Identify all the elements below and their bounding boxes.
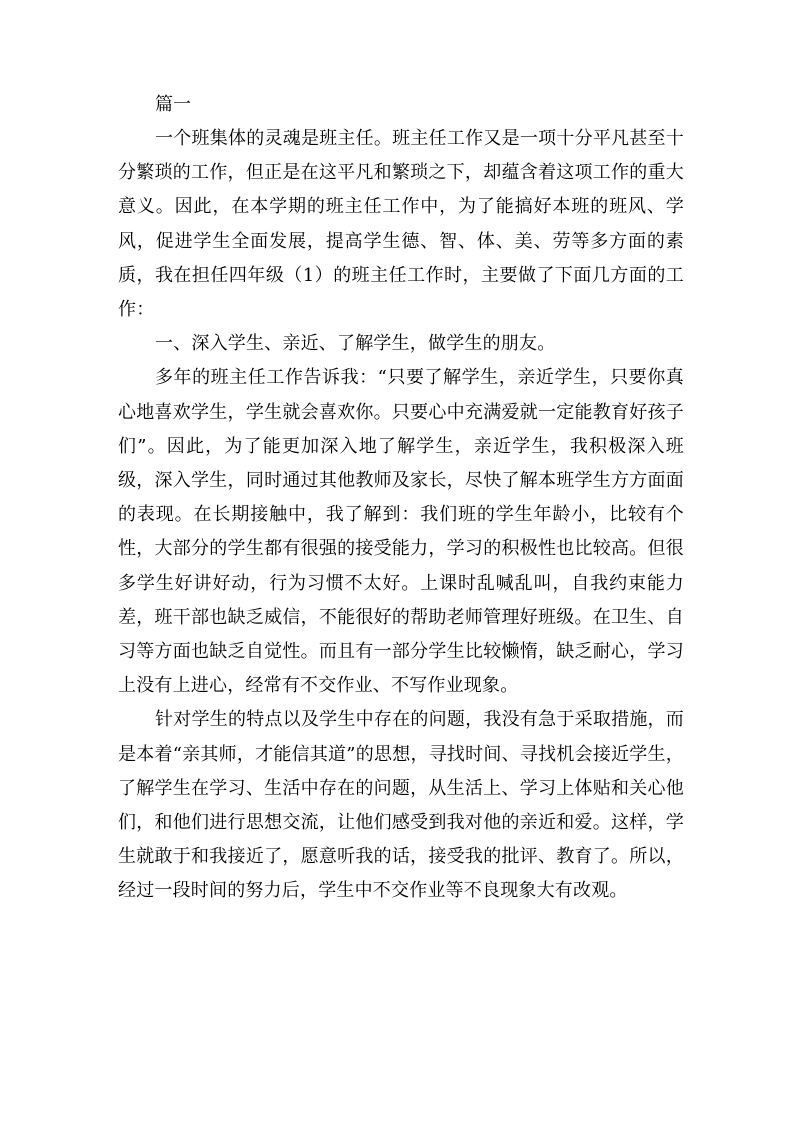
document-page xyxy=(118,88,684,909)
section-heading: 篇一 xyxy=(155,94,191,115)
paragraph-point-one-title: 一、深入学生、亲近、了解学生，做学生的朋友。 xyxy=(155,333,556,355)
paragraph-intro: 一个班集体的灵魂是班主任。班主任工作又是一项十分平凡甚至十分繁琐的工作，但正是在这平凡和繁琐之下，却蕴含着这项工作的重大意义。因此，在本学期的班主任工作中，为了能搞好本班的班风、学风，促进学生全面发展，提高学生德、智、体、美、劳等多方面的素质，我在担任四年级（1）的班主任工作时，主要做了下面几方面的工作： xyxy=(118,128,684,321)
paragraph-experience: 多年的班主任工作告诉我：“只要了解学生，亲近学生，只要你真心地喜欢学生，学生就会喜欢你。只要心中充满爱就一定能教育好孩子们”。因此，为了能更加深入地了解学生，亲近学生，我积极深入班级，深入学生，同时通过其他教师及家长，尽快了解本班学生方方面面的表现。在长期接触中，我了解到：我们班的学生年龄小，比较有个性，大部分的学生都有很强的接受能力，学习的积极性也比较高。但很多学生好讲好动，行为习惯不太好。上课时乱喊乱叫，自我约束能力差，班干部也缺乏威信，不能很好的帮助老师管理好班级。在卫生、自习等方面也缺乏自觉性。而且有一部分学生比较懒惰，缺乏耐心，学习上没有上进心，经常有不交作业、不写作业现象。 xyxy=(118,367,684,697)
paragraph-approach: 针对学生的特点以及学生中存在的问题，我没有急于采取措施，而是本着“亲其师，才能信其道”的思想，寻找时间、寻找机会接近学生，了解学生在学习、生活中存在的问题，从生活上、学习上体贴和关心他们，和他们进行思想交流，让他们感受到我对他的亲近和爱。这样，学生就敢于和我接近了，愿意听我的话，接受我的批评、教育了。所以，经过一段时间的努力后，学生中不交作业等不良现象大有改观。 xyxy=(118,709,684,902)
